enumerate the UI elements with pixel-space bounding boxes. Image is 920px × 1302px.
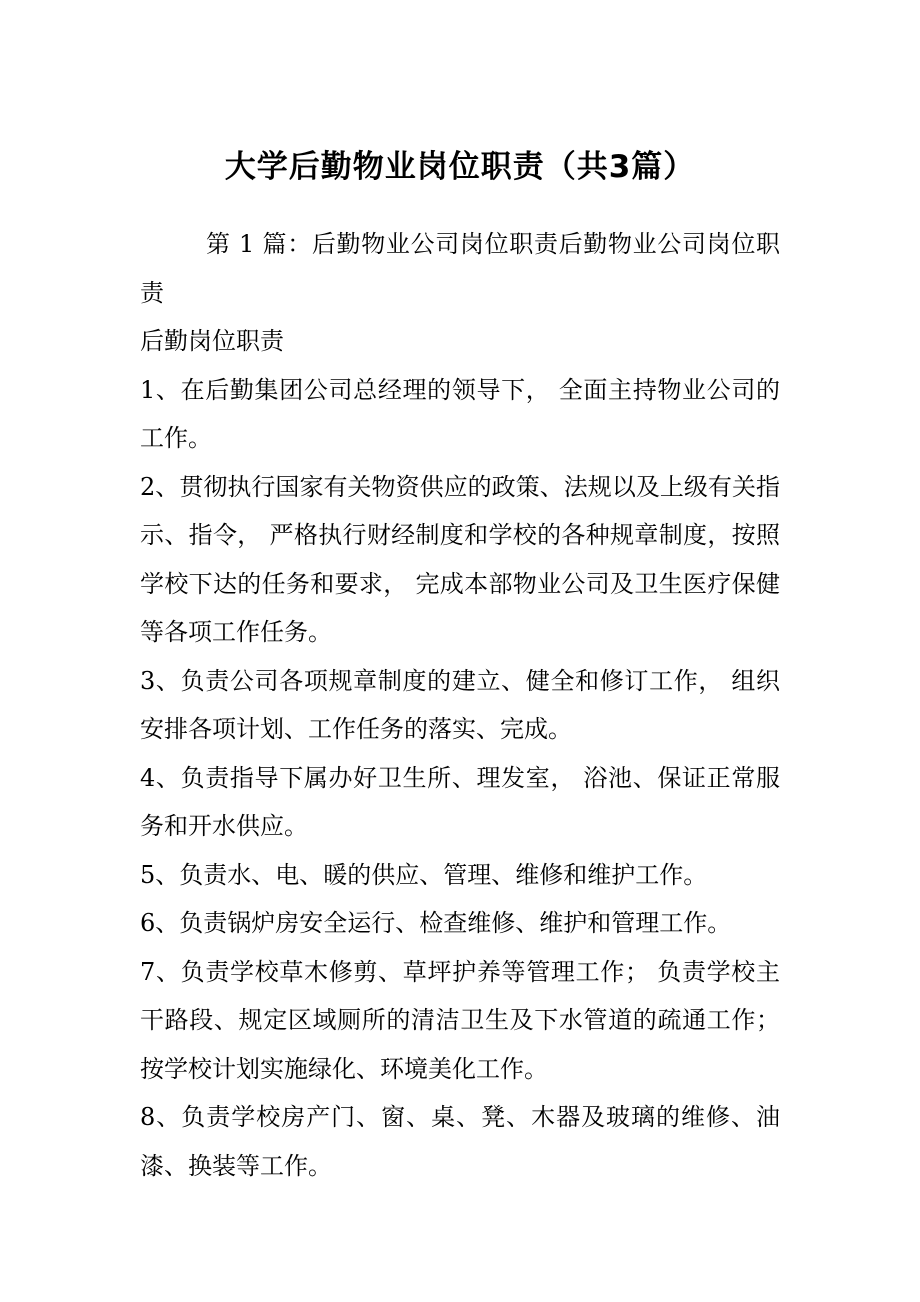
duty-item-8: 8、负责学校房产门、窗、桌、凳、木器及玻璃的维修、油漆、换装等工作。	[140, 1103, 780, 1180]
duty-item-1: 1、在后勤集团公司总经理的领导下， 全面主持物业公司的工作。	[140, 375, 780, 452]
section-heading: 后勤岗位职责	[140, 327, 284, 355]
duty-item-3: 3、负责公司各项规章制度的建立、健全和修订工作， 组织安排各项计划、工作任务的落实、完成。	[140, 666, 780, 743]
duty-item-4: 4、负责指导下属办好卫生所、理发室， 浴池、保证正常服务和开水供应。	[140, 763, 780, 840]
duty-item-6: 6、负责锅炉房安全运行、检查维修、维护和管理工作。	[140, 909, 732, 937]
duty-item-5: 5、负责水、电、暖的供应、管理、维修和维护工作。	[140, 860, 708, 889]
duty-item-2: 2、贯彻执行国家有关物资供应的政策、法规以及上级有关指示、指令， 严格执行财经制度和学校的各种规章制度，按照学校下达的任务和要求， 完成本部物业公司及卫生医疗保健等各项工作任务。	[140, 472, 780, 646]
duty-item-7: 7、负责学校草木修剪、草坪护养等管理工作； 负责学校主干路段、规定区域厕所的清洁卫生及下水管道的疏通工作；按学校计划实施绿化、环境美化工作。	[140, 957, 780, 1083]
document-title: 大学后勤物业岗位职责（共3篇）	[224, 149, 696, 185]
document-body	[140, 220, 780, 1190]
chapter-heading: 第 1 篇：后勤物业公司岗位职责后勤物业公司岗位职责	[140, 230, 780, 307]
